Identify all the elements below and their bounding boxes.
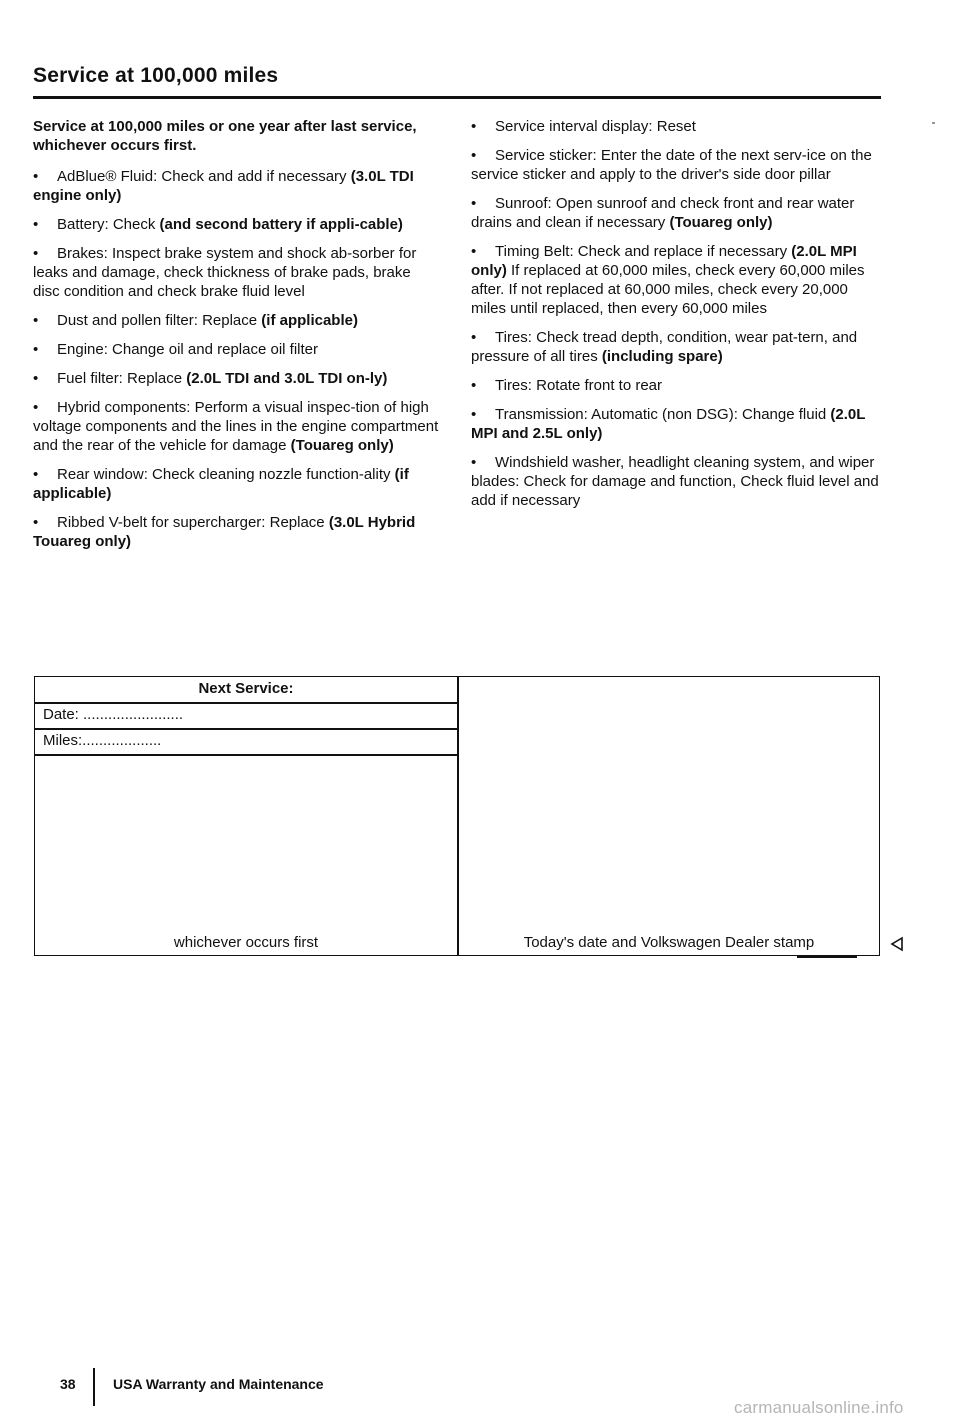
date-field[interactable]: Date: ........................ (43, 706, 184, 723)
bullet-icon: • (33, 466, 39, 483)
item-text: Transmission: Automatic (non DSG): Change fluid (495, 406, 831, 423)
bullet-icon: • (33, 399, 39, 416)
item-text: Tires: Rotate front to rear (495, 377, 663, 394)
item-text: Dust and pollen filter: Replace (57, 312, 262, 329)
service-intro: Service at 100,000 miles or one year after last service, whichever occurs first. (33, 118, 417, 154)
right-column (471, 117, 881, 520)
item-text: Sunroof: Open sunroof and check front and rear water drains and clean if necessary (471, 195, 855, 231)
whichever-note: whichever occurs first (173, 934, 319, 951)
item-qualifier: (3.0L TDI engine only) (33, 168, 414, 204)
left-checklist (33, 167, 441, 551)
bullet-icon: • (33, 341, 39, 358)
item-text: Tires: Check tread depth, condition, wear pat-tern, and pressure of all tires (471, 329, 858, 365)
checklist-item (33, 311, 441, 330)
service-record-divider (457, 676, 459, 956)
item-text: Service sticker: Enter the date of the next serv-ice on the service sticker and apply to the driver's side door pillar (471, 147, 872, 183)
page-number: 38 (60, 1376, 76, 1392)
bullet-icon: • (33, 370, 39, 387)
checklist-item (33, 513, 441, 551)
checklist-item (471, 453, 881, 510)
item-text: Ribbed V-belt for supercharger: Replace (57, 514, 329, 531)
item-qualifier: (including spare) (601, 348, 723, 365)
stamp-underline (797, 956, 857, 958)
watermark: carmanualsonline.info (734, 1398, 904, 1417)
item-text: Service interval display: Reset (495, 118, 696, 135)
checklist-item (471, 146, 881, 184)
footer-separator (93, 1368, 95, 1406)
item-text: Rear window: Check cleaning nozzle function-ality (57, 466, 395, 483)
item-text: Brakes: Inspect brake system and shock ab-sorber for leaks and damage, check thickness of brake pads, brake disc condition and check brake fluid level (33, 245, 417, 300)
item-text: Engine: Change oil and replace oil filter (57, 341, 318, 358)
bullet-icon: • (471, 329, 477, 346)
item-qualifier: (Touareg only) (669, 214, 773, 231)
item-tail: If replaced at 60,000 miles, check every 60,000 miles after. If not replaced at 60,000 miles, check every 20,000 miles until replaced, then every 60,000 miles (471, 262, 865, 317)
item-text: Fuel filter: Replace (57, 370, 187, 387)
bullet-icon: • (471, 454, 477, 471)
bullet-icon: • (33, 216, 39, 233)
bullet-icon: • (33, 245, 39, 262)
checklist-item (471, 117, 881, 136)
title-divider (33, 96, 881, 99)
item-qualifier: (2.0L MPI and 2.5L only) (471, 406, 866, 442)
page-title: Service at 100,000 miles (33, 64, 279, 87)
bullet-icon: • (471, 406, 477, 423)
bullet-icon: • (471, 147, 477, 164)
miles-rule (35, 754, 457, 756)
item-qualifier: (and second battery if appli-cable) (159, 216, 403, 233)
right-checklist (471, 117, 881, 510)
bullet-icon: • (471, 195, 477, 212)
scan-artifact (932, 122, 935, 124)
dealer-stamp-caption: Today's date and Volkswagen Dealer stamp (523, 934, 815, 951)
checklist-item (471, 194, 881, 232)
checklist-item (33, 340, 441, 359)
item-qualifier: (3.0L Hybrid Touareg only) (33, 514, 416, 550)
bullet-icon: • (471, 118, 477, 135)
checklist-item (33, 215, 441, 234)
item-text: AdBlue® Fluid: Check and add if necessary (57, 168, 351, 185)
header-rule (35, 702, 457, 704)
item-text: Battery: Check (57, 216, 160, 233)
bullet-icon: • (33, 312, 39, 329)
bullet-icon: • (471, 243, 477, 260)
bullet-icon: • (33, 168, 39, 185)
checklist-item (33, 167, 441, 205)
back-arrow-icon[interactable] (889, 936, 905, 952)
item-qualifier: (2.0L TDI and 3.0L TDI on-ly) (186, 370, 388, 387)
item-qualifier: (2.0L MPI only) (471, 243, 857, 279)
checklist-item (471, 328, 881, 366)
item-text: Windshield washer, headlight cleaning system, and wiper blades: Check for damage and function, Check fluid level and add if necessary (471, 454, 879, 509)
bullet-icon: • (33, 514, 39, 531)
item-qualifier: (if applicable) (33, 466, 409, 502)
checklist-item (471, 242, 881, 318)
bullet-icon: • (471, 377, 477, 394)
item-text: Hybrid components: Perform a visual inspec-tion of high voltage components and the lines in the engine compartment and the rear of the vehicle for damage (33, 399, 439, 454)
checklist-item (33, 465, 441, 503)
next-service-header: Next Service: (198, 680, 294, 697)
footer-title: USA Warranty and Maintenance (113, 1376, 324, 1392)
checklist-item (33, 398, 441, 455)
date-rule (35, 728, 457, 730)
checklist-item (471, 405, 881, 443)
checklist-item (33, 244, 441, 301)
item-qualifier: (Touareg only) (290, 437, 394, 454)
left-column (33, 117, 441, 561)
item-qualifier: (if applicable) (261, 312, 358, 329)
miles-field[interactable]: Miles:................... (43, 732, 162, 749)
checklist-item (33, 369, 441, 388)
checklist-item (471, 376, 881, 395)
item-text: Timing Belt: Check and replace if necessary (495, 243, 792, 260)
